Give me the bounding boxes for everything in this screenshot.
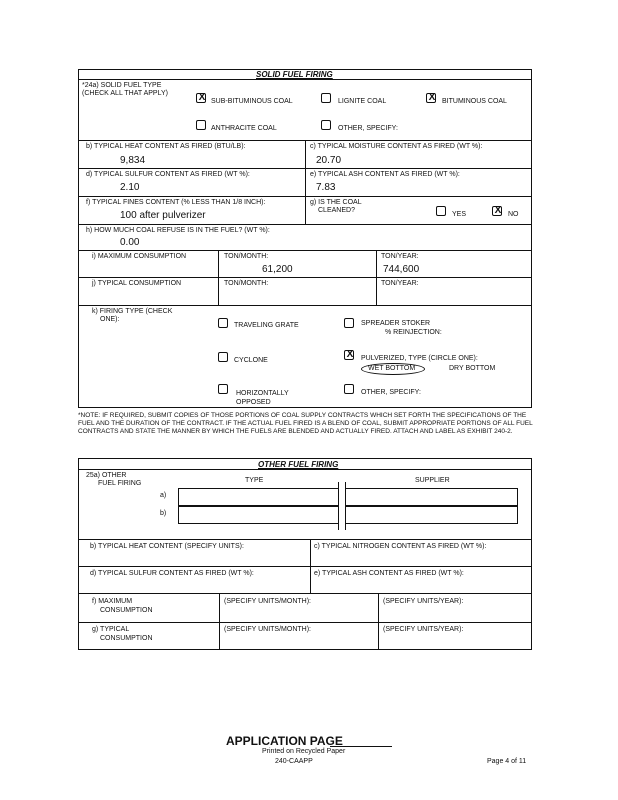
coal-refuse-value[interactable]: 0.00 — [120, 237, 140, 248]
cyclone-checkbox[interactable] — [218, 352, 228, 362]
heat-content-label: b) TYPICAL HEAT CONTENT AS FIRED (BTU/LB): — [86, 143, 246, 150]
coal-refuse-label: h) HOW MUCH COAL REFUSE IS IN THE FUEL? (WT %): — [86, 227, 270, 234]
check-mark: X — [346, 349, 354, 360]
row-a-label: a) — [160, 492, 167, 499]
divider — [78, 469, 532, 470]
divider — [78, 224, 532, 225]
sulfur-content-label: d) TYPICAL SULFUR CONTENT AS FIRED (WT %): — [86, 171, 250, 178]
fines-content-label: f) TYPICAL FINES CONTENT (% LESS THAN 1/8 INCH): — [86, 199, 266, 206]
other-heat-content-label: b) TYPICAL HEAT CONTENT (SPECIFY UNITS): — [90, 543, 244, 550]
horizontally-opposed-checkbox[interactable] — [218, 384, 228, 394]
divider — [78, 196, 532, 197]
no-checkbox[interactable] — [492, 206, 502, 216]
other-typical-consumption-sublabel: CONSUMPTION — [100, 635, 153, 642]
spreader-stoker-label: SPREADER STOKER — [361, 320, 431, 327]
divider — [78, 539, 532, 540]
no-label: NO — [508, 211, 519, 218]
fines-content-value[interactable]: 100 after pulverizer — [120, 210, 206, 221]
other-coal-checkbox[interactable] — [321, 120, 331, 130]
anthracite-label: ANTHRACITE COAL — [211, 125, 277, 132]
supplier-column-header: SUPPLIER — [415, 477, 450, 484]
divider — [78, 305, 532, 306]
divider — [78, 277, 532, 278]
other-max-consumption-sublabel: CONSUMPTION — [100, 607, 153, 614]
fuel-b-type-input[interactable] — [178, 506, 338, 524]
pulverized-label: PULVERIZED, TYPE (CIRCLE ONE): — [361, 355, 478, 362]
units-month-label: (SPECIFY UNITS/MONTH): — [224, 598, 311, 605]
other-typical-consumption-label: g) TYPICAL — [92, 626, 130, 633]
wet-bottom-label[interactable]: WET BOTTOM — [368, 365, 416, 372]
units-year-label: (SPECIFY UNITS/YEAR): — [383, 598, 464, 605]
traveling-grate-checkbox[interactable] — [218, 318, 228, 328]
yes-label: YES — [452, 211, 467, 218]
page-number-blank — [330, 746, 392, 747]
horizontally-opposed-sublabel: OPPOSED — [236, 399, 271, 406]
units-year-label: (SPECIFY UNITS/YEAR): — [383, 626, 464, 633]
fuel-a-type-input[interactable] — [178, 488, 338, 506]
other-firing-label: OTHER, SPECIFY: — [361, 389, 421, 396]
lignite-checkbox[interactable] — [321, 93, 331, 103]
ton-year-label: TON/YEAR: — [381, 280, 419, 287]
ton-month-label: TON/MONTH: — [224, 253, 269, 260]
divider — [78, 622, 532, 623]
typical-consumption-label: j) TYPICAL CONSUMPTION — [92, 280, 182, 287]
page-indicator: Page 4 of 11 — [487, 758, 527, 765]
divider — [338, 482, 339, 530]
contract-note: *NOTE: IF REQUIRED, SUBMIT COPIES OF THOSE PORTIONS OF COAL SUPPLY CONTRACTS WHICH SET FORTH THE SPECIFICATIONS OF THE FUEL AND THE DURATION OF THE CONTRACT. IF THE ACTUAL FUEL FIRED IS A BLEND OF COAL, SUBMIT APPROPRIATE PORTIONS OF ALL FUEL CONTRACTS AND STATE THE MANNER BY WHICH THE FUELS ARE BLENDED AND ACTUALLY FIRED. ATTACH AND LABEL AS EXHIBIT 240-2. — [78, 412, 533, 435]
coal-cleaned-label: g) IS THE COAL — [310, 199, 362, 206]
check-mark: X — [428, 92, 436, 103]
cyclone-label: CYCLONE — [234, 357, 268, 364]
application-page-title: APPLICATION PAGE — [226, 734, 343, 748]
sulfur-content-value[interactable]: 2.10 — [120, 182, 140, 193]
divider — [78, 168, 532, 169]
units-month-label: (SPECIFY UNITS/MONTH): — [224, 626, 311, 633]
other-sulfur-content-label: d) TYPICAL SULFUR CONTENT AS FIRED (WT %): — [90, 570, 254, 577]
divider — [78, 593, 532, 594]
divider — [78, 250, 532, 251]
spreader-stoker-checkbox[interactable] — [344, 318, 354, 328]
ton-month-label: TON/MONTH: — [224, 280, 269, 287]
other-fuel-header: OTHER FUEL FIRING — [258, 460, 339, 469]
coal-cleaned-sublabel: CLEANED? — [318, 207, 355, 214]
dry-bottom-label[interactable]: DRY BOTTOM — [449, 365, 496, 372]
max-month-value[interactable]: 61,200 — [262, 264, 293, 275]
q25a-sublabel: FUEL FIRING — [98, 480, 142, 487]
max-year-value[interactable]: 744,600 — [383, 264, 420, 275]
ton-year-label: TON/YEAR: — [381, 253, 419, 260]
other-max-consumption-label: f) MAXIMUM — [92, 598, 133, 605]
check-mark: X — [494, 205, 502, 216]
bituminous-checkbox[interactable] — [426, 93, 436, 103]
ash-content-value[interactable]: 7.83 — [316, 182, 336, 193]
heat-content-value[interactable]: 9,834 — [120, 155, 146, 166]
subbituminous-label: SUB-BITUMINOUS COAL — [211, 98, 293, 105]
q24a-sublabel: (CHECK ALL THAT APPLY) — [82, 90, 168, 97]
fuel-b-supplier-input[interactable] — [346, 506, 518, 524]
subbituminous-checkbox[interactable] — [196, 93, 206, 103]
solid-fuel-header: SOLID FUEL FIRING — [256, 70, 333, 79]
yes-checkbox[interactable] — [436, 206, 446, 216]
row-b-label: b) — [160, 510, 167, 517]
divider — [78, 566, 532, 567]
other-ash-content-label: e) TYPICAL ASH CONTENT AS FIRED (WT %): — [314, 570, 464, 577]
ash-content-label: e) TYPICAL ASH CONTENT AS FIRED (WT %): — [310, 171, 460, 178]
check-mark: X — [198, 92, 206, 103]
max-consumption-label: i) MAXIMUM CONSUMPTION — [92, 253, 187, 260]
lignite-label: LIGNITE COAL — [338, 98, 387, 105]
horizontally-opposed-label: HORIZONTALLY — [236, 390, 289, 397]
moisture-content-label: c) TYPICAL MOISTURE CONTENT AS FIRED (WT %): — [310, 143, 483, 150]
firing-type-label: k) FIRING TYPE (CHECK — [92, 308, 173, 315]
other-firing-checkbox[interactable] — [344, 384, 354, 394]
q25a-label: 25a) OTHER — [86, 472, 127, 479]
pulverized-checkbox[interactable] — [344, 350, 354, 360]
recycled-paper-note: Printed on Recycled Paper — [262, 748, 346, 755]
firing-type-sublabel: ONE): — [100, 316, 120, 323]
other-coal-label: OTHER, SPECIFY: — [338, 125, 398, 132]
divider — [345, 482, 346, 530]
divider — [78, 79, 532, 80]
bituminous-label: BITUMINOUS COAL — [442, 98, 507, 105]
form-number: 240-CAAPP — [275, 758, 313, 765]
q24a-label: *24a) SOLID FUEL TYPE — [82, 82, 162, 89]
anthracite-checkbox[interactable] — [196, 120, 206, 130]
fuel-a-supplier-input[interactable] — [346, 488, 518, 506]
type-column-header: TYPE — [245, 477, 264, 484]
other-nitrogen-content-label: c) TYPICAL NITROGEN CONTENT AS FIRED (WT %): — [314, 543, 487, 550]
moisture-content-value[interactable]: 20.70 — [316, 155, 342, 166]
reinjection-label: % REINJECTION: — [385, 329, 442, 336]
traveling-grate-label: TRAVELING GRATE — [234, 322, 299, 329]
divider — [305, 140, 306, 224]
